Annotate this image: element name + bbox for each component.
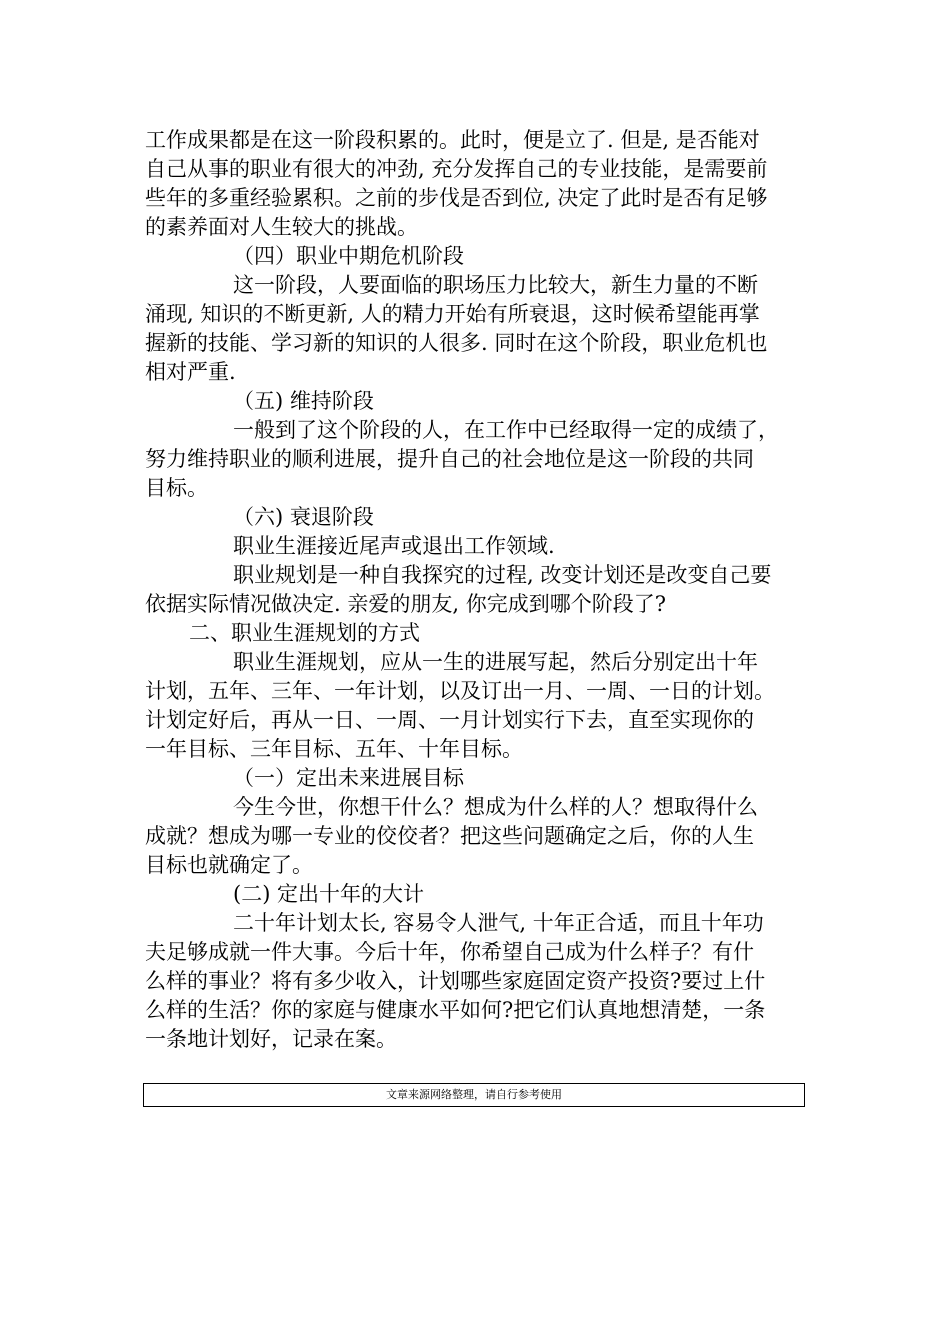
- paragraph-line: 涌现, 知识的不断更新, 人的精力开始有所衰退，这时候希望能再掌: [145, 302, 760, 326]
- paragraph-line: 工作成果都是在这一阶段积累的。此时，便是立了. 但是, 是否能对: [145, 128, 760, 152]
- paragraph-line: 职业生涯接近尾声或退出工作领域.: [233, 534, 555, 558]
- paragraph-line: 依据实际情况做决定. 亲爱的朋友, 你完成到哪个阶段了?: [145, 592, 666, 616]
- paragraph-line: 一般到了这个阶段的人，在工作中已经取得一定的成绩了，: [233, 418, 779, 442]
- paragraph-line: 今生今世，你想干什么？想成为什么样的人？想取得什么: [233, 795, 758, 819]
- paragraph-line: 目标。: [145, 476, 208, 500]
- paragraph-line: 计划，五年、三年、一年计划，以及订出一月、一周、一日的计划。: [145, 679, 775, 703]
- section-heading: 二、职业生涯规划的方式: [189, 621, 420, 645]
- paragraph-line: 握新的技能、学习新的知识的人很多. 同时在这个阶段，职业危机也: [145, 331, 768, 355]
- footer-box: [143, 1083, 805, 1107]
- paragraph-line: 些年的多重经验累积。之前的步伐是否到位, 决定了此时是否有足够: [145, 186, 768, 210]
- paragraph-line: 这一阶段，人要面临的职场压力比较大，新生力量的不断: [233, 273, 758, 297]
- paragraph-line: 的素养面对人生较大的挑战。: [145, 215, 418, 239]
- section-heading: （五) 维持阶段: [233, 389, 374, 413]
- paragraph-line: 么样的生活？你的家庭与健康水平如何?把它们认真地想清楚，一条: [145, 998, 766, 1022]
- paragraph-line: 成就？想成为哪一专业的佼佼者？把这些问题确定之后，你的人生: [145, 824, 754, 848]
- paragraph-line: 计划定好后，再从一日、一周、一月计划实行下去，直至实现你的: [145, 708, 754, 732]
- paragraph-line: 职业规划是一种自我探究的过程, 改变计划还是改变自己要: [233, 563, 772, 587]
- paragraph-line: 二十年计划太长, 容易令人泄气, 十年正合适，而且十年功: [233, 911, 764, 935]
- section-heading: （六) 衰退阶段: [233, 505, 374, 529]
- section-heading: （四）职业中期危机阶段: [233, 244, 464, 268]
- paragraph-line: 么样的事业？将有多少收入，计划哪些家庭固定资产投资?要过上什: [145, 969, 766, 993]
- paragraph-line: 努力维持职业的顺利进展，提升自己的社会地位是这一阶段的共同: [145, 447, 754, 471]
- paragraph-line: 一年目标、三年目标、五年、十年目标。: [145, 737, 523, 761]
- section-heading: (二) 定出十年的大计: [233, 882, 425, 906]
- paragraph-line: 职业生涯规划，应从一生的进展写起，然后分别定出十年: [233, 650, 758, 674]
- paragraph-line: 相对严重.: [145, 360, 236, 384]
- paragraph-line: 自己从事的职业有很大的冲劲, 充分发挥自己的专业技能，是需要前: [145, 157, 768, 181]
- footer-note: 文章来源网络整理，请自行参考使用: [386, 1088, 562, 1101]
- paragraph-line: 夫足够成就一件大事。今后十年，你希望自己成为什么样子？有什: [145, 940, 754, 964]
- section-heading: （一）定出未来进展目标: [233, 766, 464, 790]
- paragraph-line: 目标也就确定了。: [145, 853, 313, 877]
- paragraph-line: 一条地计划好，记录在案。: [145, 1027, 397, 1051]
